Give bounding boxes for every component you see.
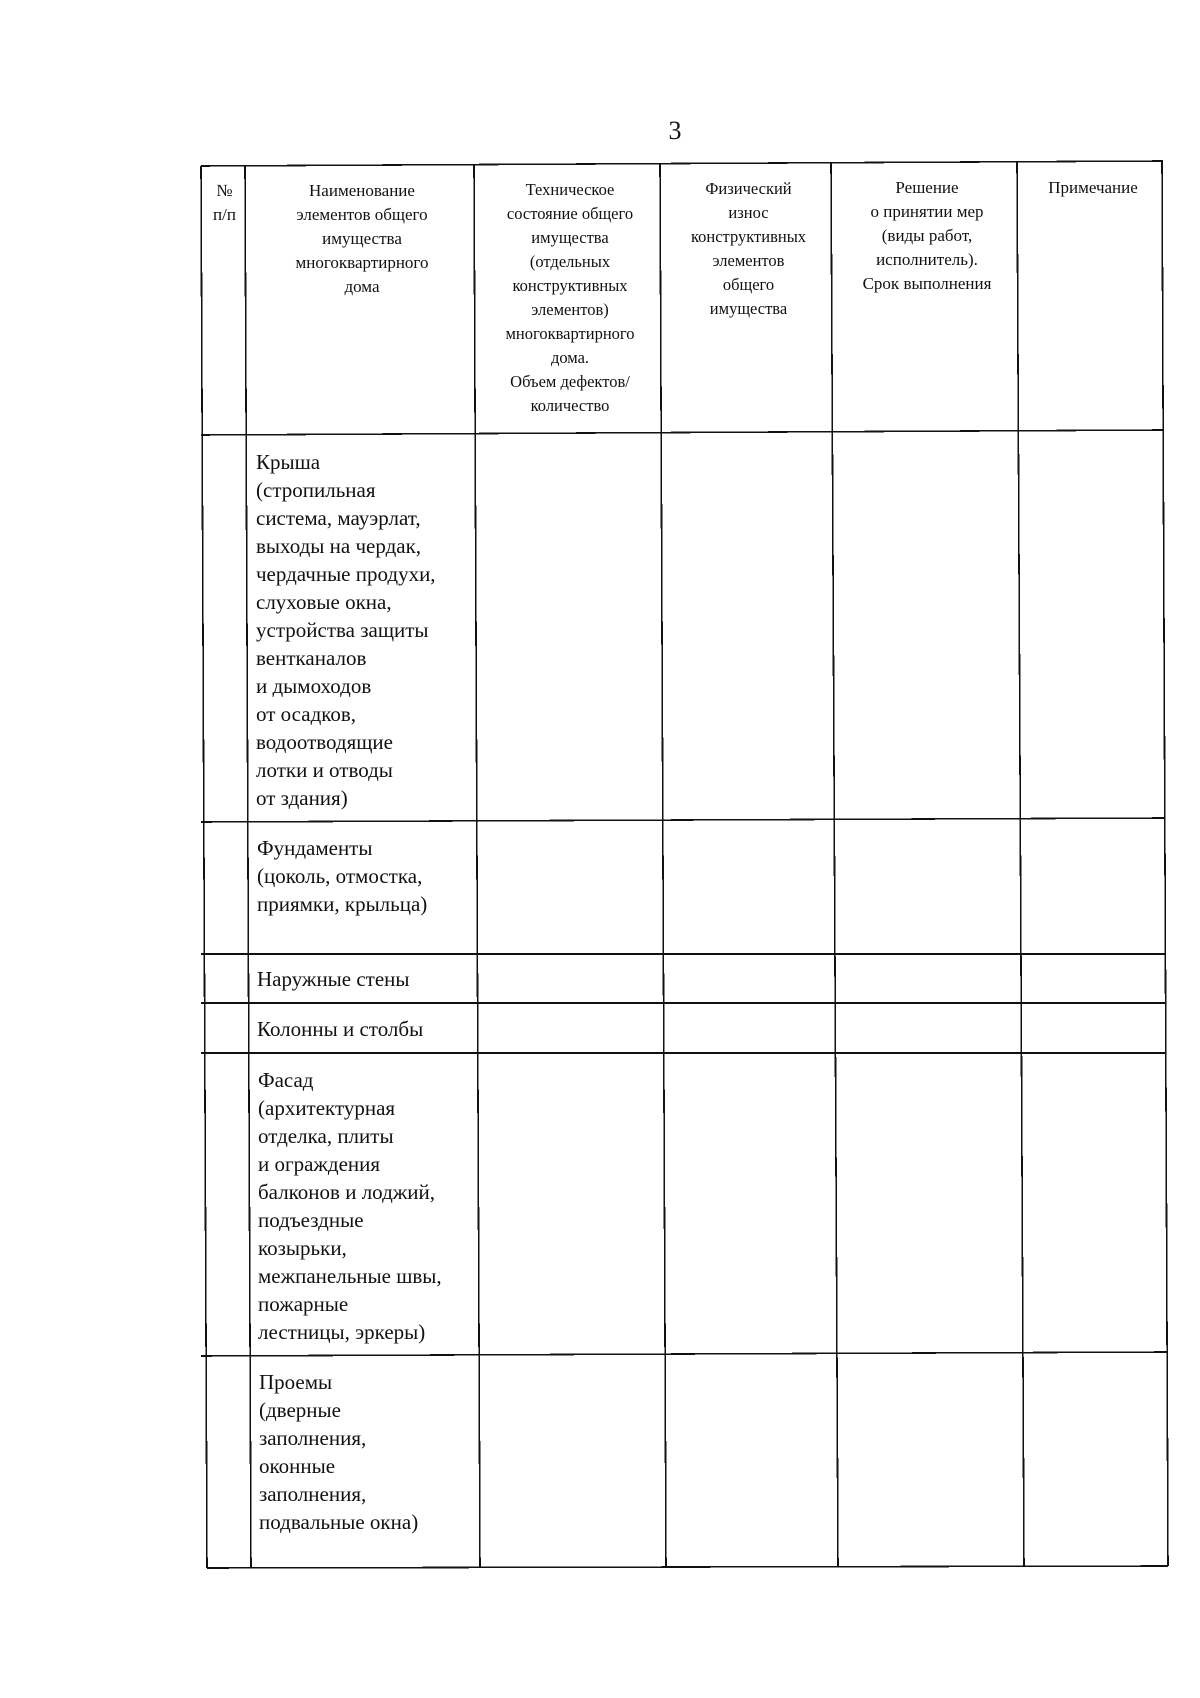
header-decision: Решение о принятии мер (виды работ, исполнитель). Срок выполнения — [862, 178, 992, 293]
table-border-top — [201, 161, 1163, 166]
header-technical-state: Техническое состояние общего имущества (отдельных конструктивных элементов) многоквартирного дома. Объем дефектов/ количество — [505, 180, 635, 415]
header-num: № п/п — [213, 181, 236, 224]
header-element-name: Наименование элементов общего имущества многоквартирного дома — [295, 181, 429, 296]
header-physical-wear: Физический износ конструктивных элементов общего имущества — [690, 179, 807, 318]
page-number: 3 — [668, 116, 682, 145]
row-name-outer-walls: Наружные стены — [257, 967, 410, 991]
col-divider-1 — [245, 166, 251, 1568]
col-divider-5 — [1017, 162, 1024, 1567]
row-name-foundations: Фундаменты (цоколь, отмостка, приямки, крыльца) — [257, 836, 428, 916]
row-name-openings: Проемы (дверные заполнения, оконные заполнения, подвальные окна) — [259, 1370, 419, 1534]
row-name-facade: Фасад (архитектурная отделка, плиты и ограждения балконов и лоджий, подъездные козырьки, межпанельные швы, пожарные лестницы, эркеры) — [258, 1068, 442, 1344]
header-note: Примечание — [1048, 178, 1138, 197]
row-divider-5 — [201, 1352, 1167, 1356]
row-name-roof: Крыша (стропильная система, мауэрлат, выходы на чердак, чердачные продухи, слуховые окна, устройства защиты вентканалов и дымоходов от осадков, водоотводящие лотки и отводы от здания) — [256, 450, 436, 810]
col-divider-4 — [831, 163, 838, 1567]
table-border-right — [1162, 161, 1168, 1566]
table-border-left — [201, 166, 207, 1568]
row-name-columns: Колонны и столбы — [257, 1017, 424, 1041]
